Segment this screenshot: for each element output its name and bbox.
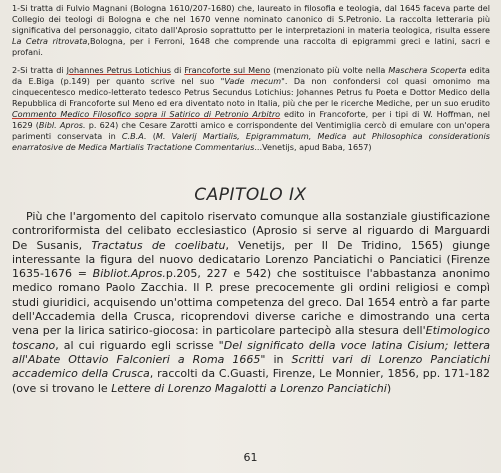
footnote-2 bbox=[12, 65, 490, 153]
footnote-2-bibl: Bibl. Apros. bbox=[38, 120, 86, 130]
footnote-2-underlined-city: Francoforte sul Meno bbox=[184, 65, 271, 75]
footnote-2-mid4: edito in Francoforte, per i tipi di W. Hoffman, nel 1629 ( bbox=[12, 109, 490, 130]
body-italic-5: Scritti vari di Lorenzo Panciatichi accademico della Crusca bbox=[12, 352, 491, 381]
body-text-e: " in bbox=[260, 352, 284, 366]
footnote-1 bbox=[12, 3, 490, 58]
footnote-1-end: ,Bologna, per i Ferroni, 1648 che comprende una raccolta di epigrammi greci e latini, sacri e profani. bbox=[12, 36, 490, 57]
body-italic-4: Del significato della voce latina Cisium; lettera all'Abate Ottavio Falconieri a Roma 1665 bbox=[12, 338, 490, 366]
body-italic-1: Tractatus de coelibatu bbox=[91, 238, 226, 252]
body-italic-6: Lettere di Lorenzo Magalotti a Lorenzo Panciatichi bbox=[111, 381, 387, 395]
body-text-f: , raccolti da C.Guasti, Firenze, Le Monnier, 1856, pp. 171-182 (ove si trovano le bbox=[12, 367, 490, 395]
footnote-2-underlined-commento: Commento Medico Filosofico sopra il Satirico di Petronio Arbitro bbox=[12, 109, 281, 119]
footnote-2-underlined-name: Johannes Petrus Lotichius bbox=[66, 65, 171, 75]
body-paragraph bbox=[12, 210, 490, 396]
footnote-2-di: di bbox=[173, 65, 182, 75]
footnote-2-mid3: . Da non confondersi col quasi omonimo ma cinquecentesco medico-letterato tedesco Petrus Secundus Lotichius: Johannes Petrus fu Poeta e Dottor Medico della Repubblica di Francoforte sul Meno ed era diventato noto in Italia, più che per le ricerche Mediche, per un suo erudito bbox=[12, 76, 490, 108]
footnote-2-title: Maschera Scoperta bbox=[388, 65, 467, 75]
body-italic-3: Etimologico toscano bbox=[12, 324, 490, 352]
body-text-c: p.205, 227 e 542) che sostituisce l'abbastanza anonimo medico romano Paolo Zacchia. Il P. prese precocemente gli ordini religiosi e compì studi giuridici, acquisendo un'ottima competenza del greco. Dal 1654 entrò a far parte dell'Accademia della Crusca, ricoprendovi diverse cariche e dimostrando una certa vena per la lirica satirico-giocosa: in particolare partecipò alla stesura dell' bbox=[12, 267, 491, 338]
footnote-2-mid2: edita da E.Biga (p.149) per quanto scrive nel suo bbox=[12, 65, 490, 86]
footnote-2-martial: M. Valerij Martialis, Epigrammatum, Medica aut Philosophica considerationis enarratosive de Medica Martialis Tractatione Commentarius bbox=[12, 131, 490, 152]
footnote-1-italic: La Cetra ritrovata bbox=[12, 36, 88, 46]
body-text-d: , al cui riguardo egli scrisse " bbox=[55, 338, 224, 352]
body-text-a: Più che l'argomento del capitolo riservato comunque alla sostanziale giustificazione controriformista del celibato ecclesiastico (Aprosio si serve al riguardo di Marguardi De Susanis, bbox=[12, 210, 490, 252]
body-italic-2: Bibliot.Apros. bbox=[92, 267, 166, 281]
footnote-2-mid: (menzionato più volte nella bbox=[273, 65, 386, 75]
footnote-2-start: 2-Si tratta di bbox=[12, 65, 64, 75]
footnote-2-cba: C.B.A. bbox=[121, 131, 147, 141]
footnote-2-vademecum: "Vade mecum" bbox=[220, 76, 285, 86]
body-text-b: , Venetijs, per Il De Tridino, 1565) giunge interessante la figura del nuovo dedicatario Lorenzo Panciatichi o Panciatici (Firenze 1635-1676 = bbox=[12, 238, 491, 281]
footnotes-block bbox=[12, 3, 490, 160]
footnote-1-text: 1-Si tratta di Fulvio Magnani (Bologna 1610/207-1680) che, laureato in filosofia e teologia, dal 1645 faceva parte del Collegio dei teologi di Bologna e che nel 1670 venne nominato canonico di S.Petronio. La raccolta letteraria più significativa del personaggio, citato dall'Aprosio soprattutto per le interpretazioni in materia teologica, risulta essere bbox=[12, 3, 490, 35]
footnote-2-mid5: p. 624) che Cesare Zarotti amico e corrispondente del Ventimiglia cercò di emulare con un'opera parimenti conservata in bbox=[12, 120, 490, 141]
page-number: 61 bbox=[243, 451, 258, 464]
chapter-title: CAPITOLO IX bbox=[194, 185, 307, 205]
body-text bbox=[12, 210, 490, 396]
body-text-g: ) bbox=[386, 381, 392, 395]
footnote-2-end: ...Venetijs, apud Baba, 1657) bbox=[254, 142, 372, 152]
footnote-2-mid6: ( bbox=[152, 131, 156, 141]
